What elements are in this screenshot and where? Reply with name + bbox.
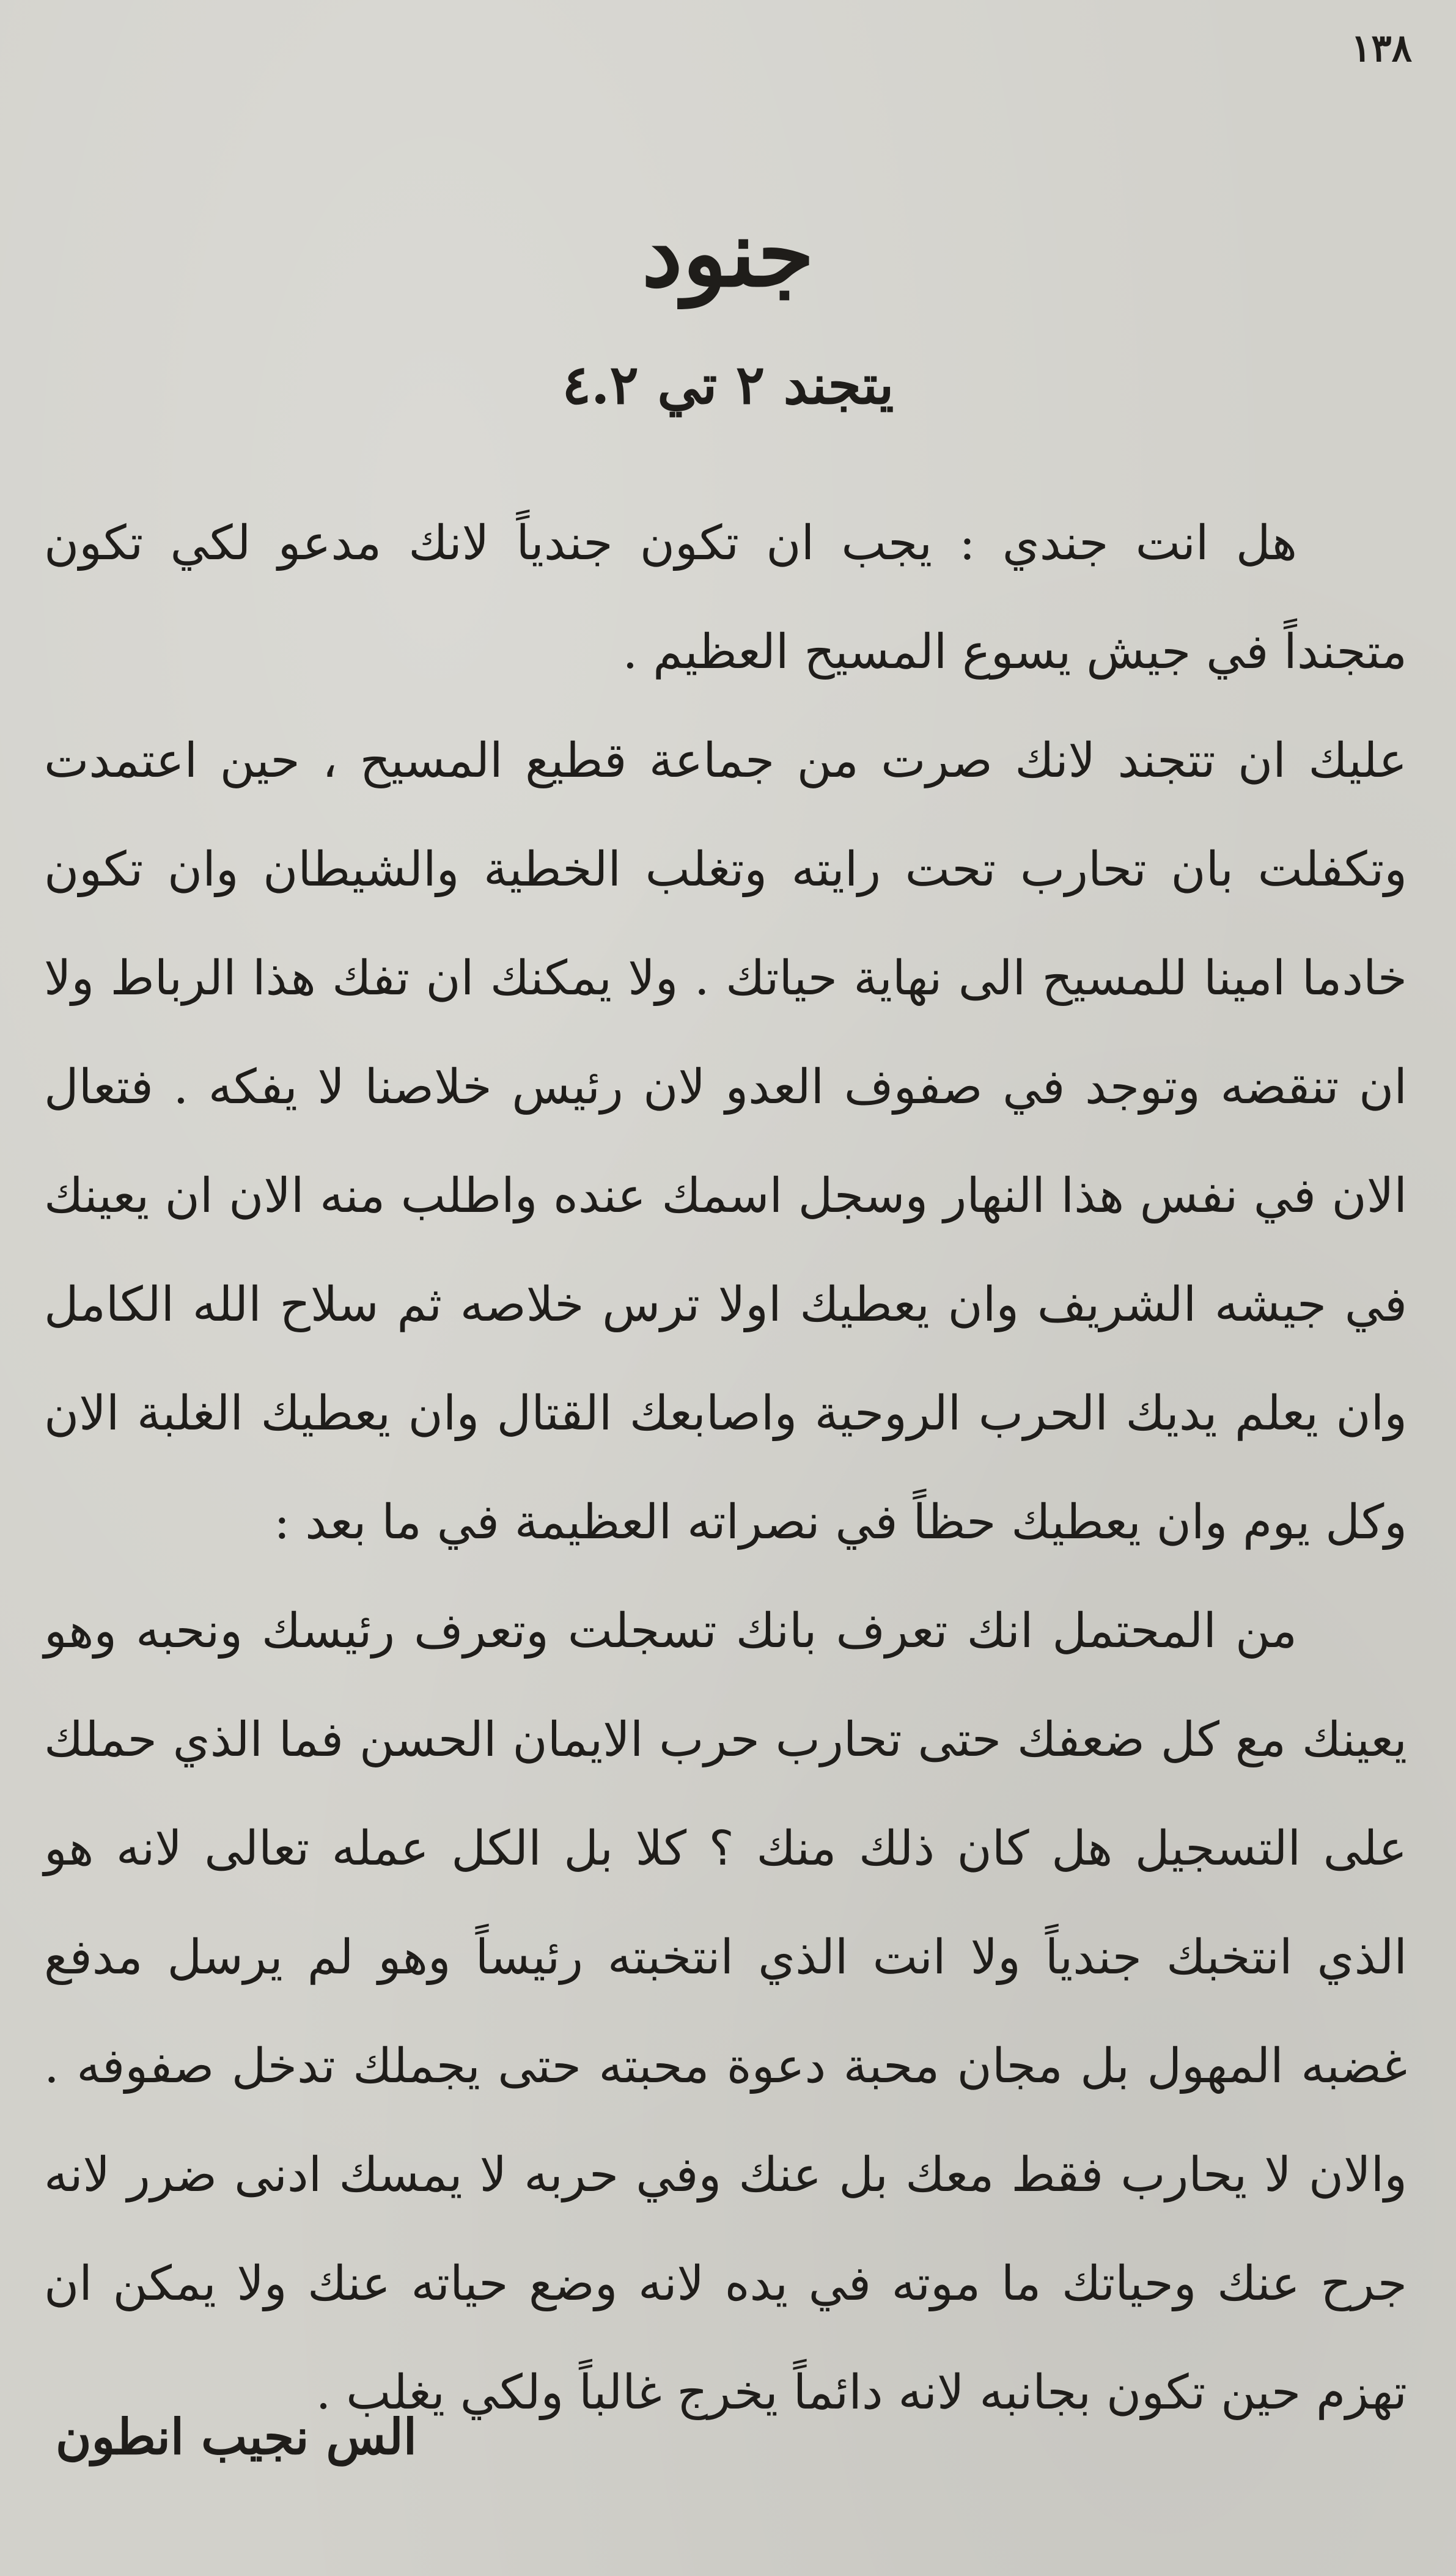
paragraph-3: من المحتمل انك تعرف بانك تسجلت وتعرف رئيسك ونحبه وهو يعينك مع كل ضعفك حتى تحارب حرب الايمان الحسن فما الذي حملك على التسجيل هل كان ذلك منك ؟ كلا بل الكل عمله تعالى لانه هو الذي انتخبك جندياً ولا انت الذي انتخبته رئيساً وهو لم يرسل مدفع غضبه المهول بل مجان محبة دعوة محبته حتى يجملك تدخل صفوفه . والان لا يحارب فقط معك بل عنك وفي حربه لا يمسك ادنى ضرر لانه جرح عنك وحياتك ما موته في يده لانه وضع حياته عنك ولا يمكن ان تهزم حين تكون بجانبه لانه دائماً يخرج غالباً ولكي يغلب . — [44, 1604, 1407, 2420]
scripture-reference: يتجند ٢ تي ٤.٢ — [562, 353, 894, 416]
paragraph-1: هل انت جندي : يجب ان تكون جندياً لانك مدعو لكي تكون متجنداً في جيش يسوع المسيح العظيم . — [44, 516, 1407, 680]
paragraph-2: عليك ان تتجند لانك صرت من جماعة قطيع المسيح ، حين اعتمدت وتكفلت بان تحارب تحت رايته وتغلب الخطية والشيطان وان تكون خادما امينا للمسيح الى نهاية حياتك . ولا يمكنك ان تفك هذا الرباط ولا ان تنقضه وتوجد في صفوف العدو لان رئيس خلاصنا لا يفكه . فتعال الان في نفس هذا النهار وسجل اسمك عنده واطلب منه الان ان يعينك في جيشه الشريف وان يعطيك اولا ترس خلاصه ثم سلاح الله الكامل وان يعلم يديك الحرب الروحية واصابعك القتال وان يعطيك الغلبة الان وكل يوم وان يعطيك حظاً في نصراته العظيمة في ما بعد : — [44, 733, 1407, 1550]
page-title: جنود — [641, 200, 815, 307]
article-body — [44, 489, 1407, 2447]
page-number: ١٣٨ — [1351, 26, 1412, 70]
author-signature: الس نجيب انطون — [55, 2408, 417, 2465]
